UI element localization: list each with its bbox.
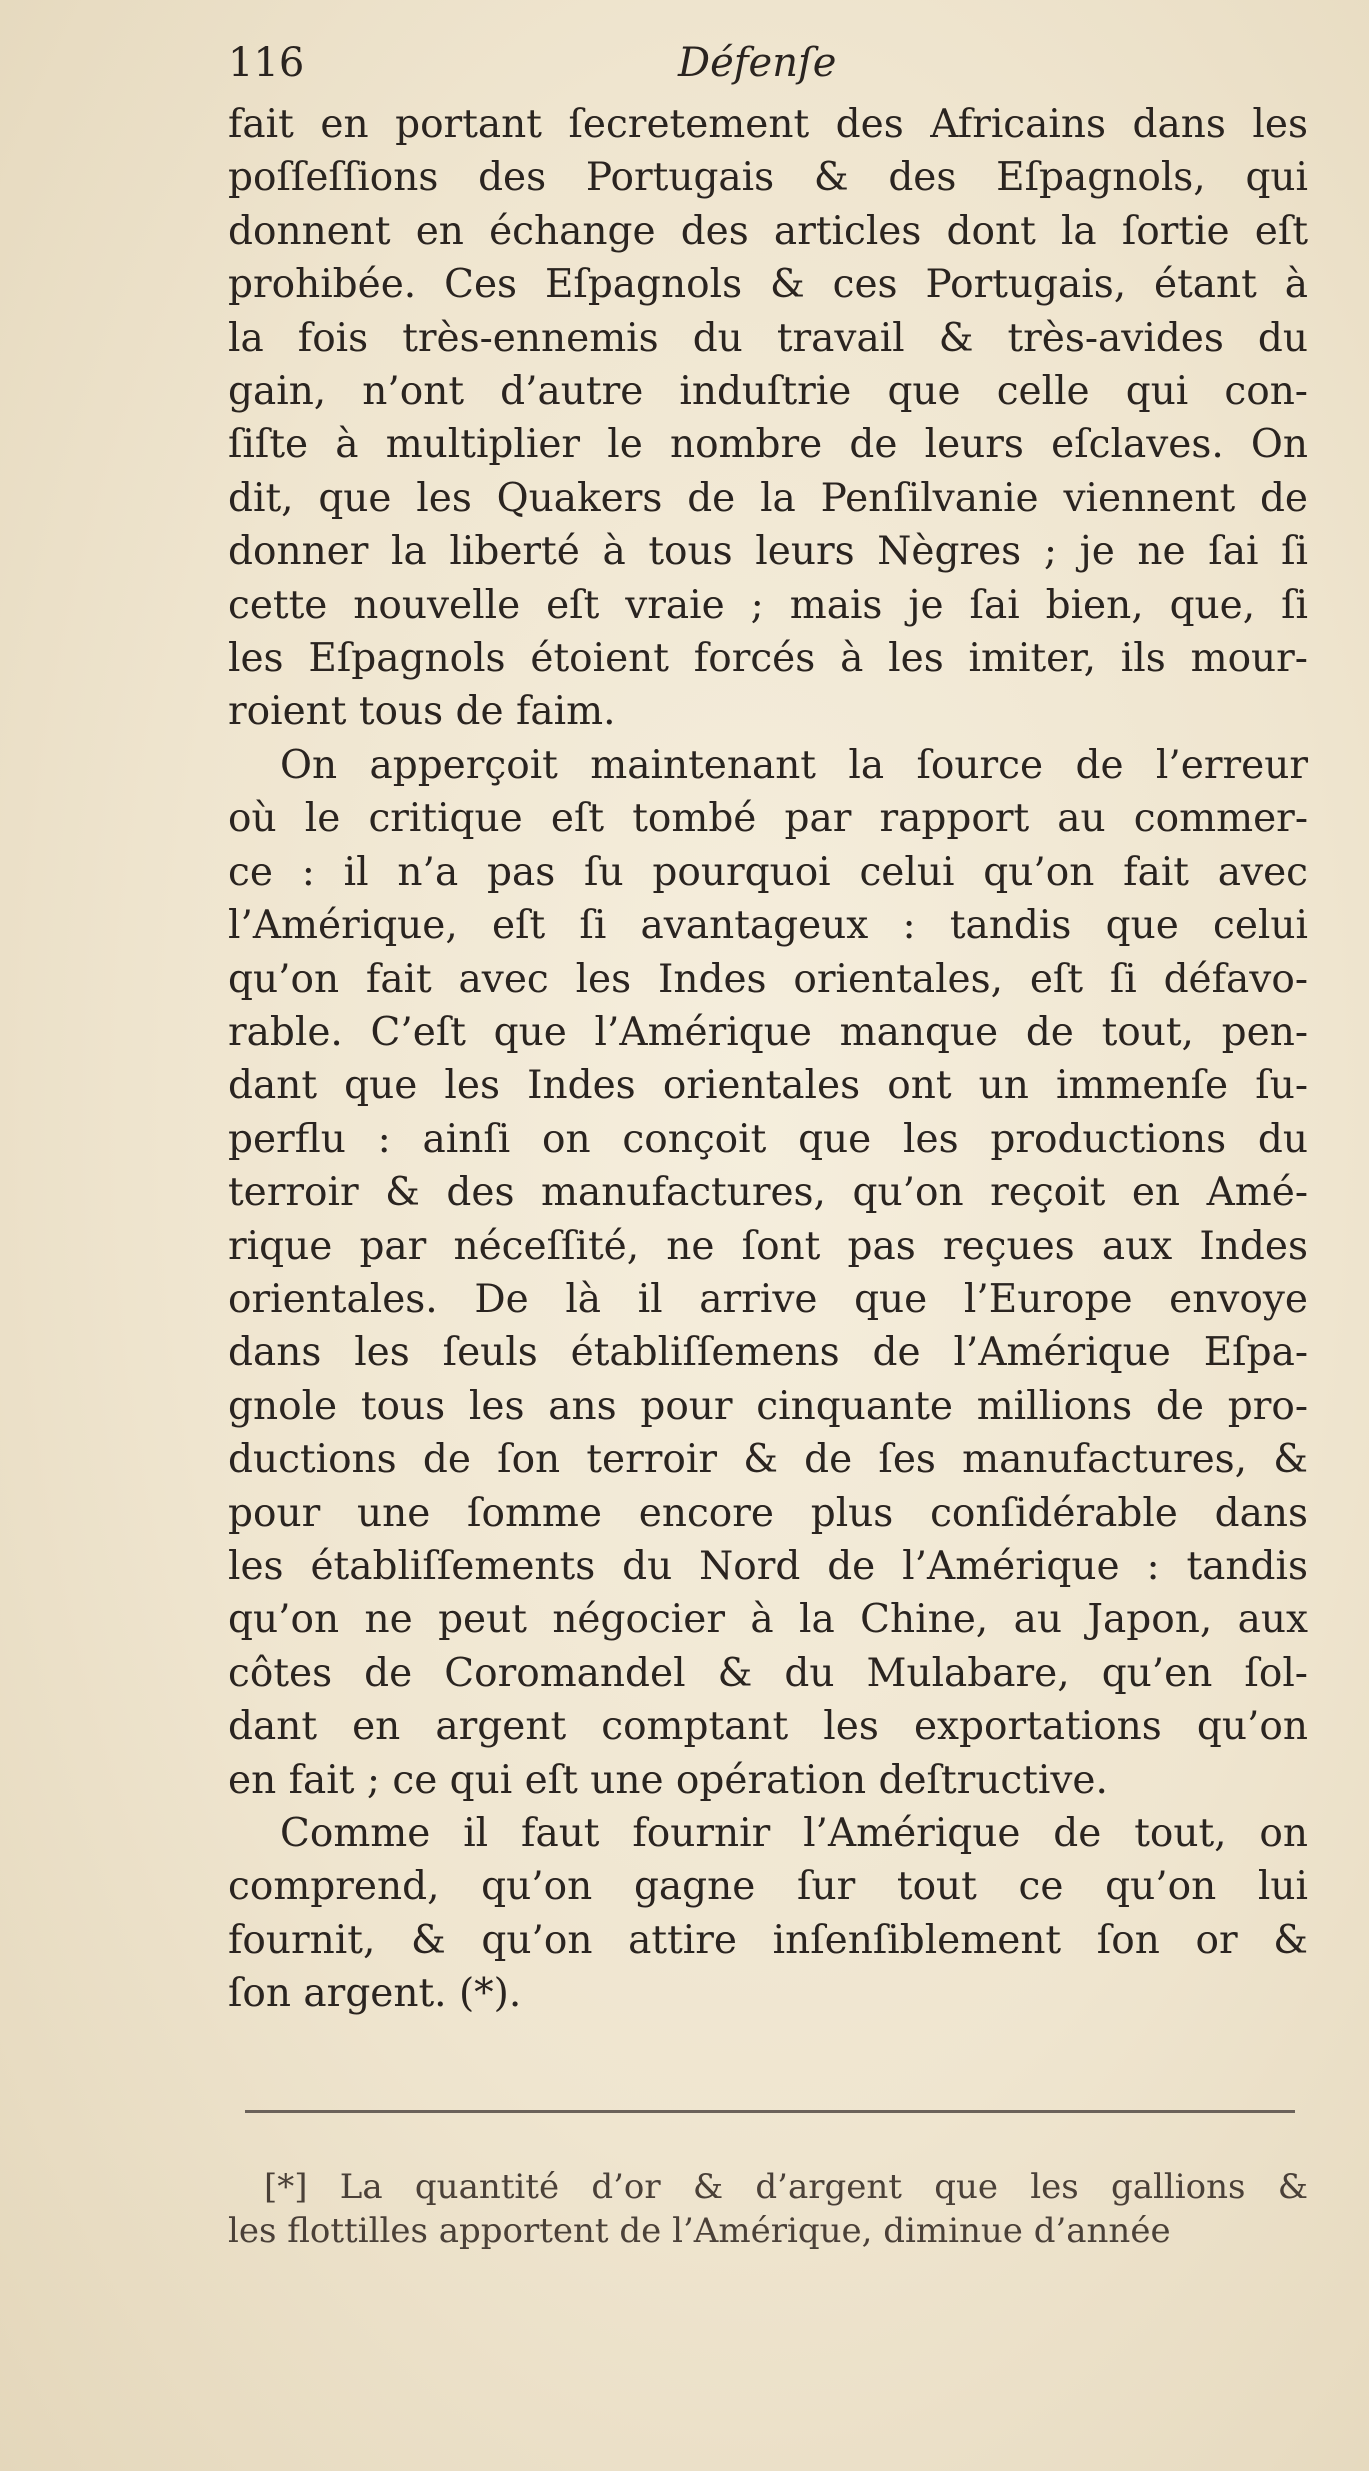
text-line: côtes de Coromandel & du Mulabare, qu’en ſol- bbox=[228, 1650, 1308, 1696]
text-line: donnent en échange des articles dont la ſortie eſt bbox=[228, 208, 1308, 254]
text-line: donner la liberté à tous leurs Nègres ; je ne ſai ſi bbox=[228, 529, 1308, 575]
text-line: fournit, & qu’on attire inſenſiblement ſon or & bbox=[228, 1917, 1308, 1963]
text-line: dans les ſeuls établiſſemens de l’Amérique Eſpa- bbox=[228, 1330, 1308, 1376]
footnote-divider bbox=[245, 2110, 1295, 2113]
text-line: l’Amérique, eſt ſi avantageux : tandis que celui bbox=[228, 903, 1308, 949]
text-line: comprend, qu’on gagne ſur tout ce qu’on lui bbox=[228, 1864, 1308, 1910]
text-line: rique par néceſſité, ne ſont pas reçues aux Indes bbox=[228, 1223, 1308, 1269]
text-line: dant que les Indes orientales ont un immenſe ſu- bbox=[228, 1063, 1308, 1109]
text-line: ſiſte à multiplier le nombre de leurs eſclaves. On bbox=[228, 422, 1308, 468]
text-line: poſſeſſions des Portugais & des Eſpagnols, qui bbox=[228, 155, 1308, 201]
text-line: où le critique eſt tombé par rapport au commer- bbox=[228, 796, 1308, 842]
text-line: qu’on ne peut négocier à la Chine, au Japon, aux bbox=[228, 1597, 1308, 1643]
text-line: qu’on fait avec les Indes orientales, eſt ſi défavo- bbox=[228, 956, 1308, 1002]
footnote-line: [*] La quantité d’or & d’argent que les gallions & bbox=[264, 2167, 1308, 2207]
text-line: dant en argent comptant les exportations qu’on bbox=[228, 1704, 1308, 1750]
text-line: les Eſpagnols étoient forcés à les imiter, ils mour- bbox=[228, 636, 1308, 682]
text-line: cette nouvelle eſt vraie ; mais je ſai bien, que, ſi bbox=[228, 582, 1308, 628]
running-head: Défenſe bbox=[678, 40, 837, 86]
text-line: gain, n’ont d’autre induſtrie que celle qui con- bbox=[228, 369, 1308, 415]
text-line: perflu : ainſi on conçoit que les productions du bbox=[228, 1116, 1308, 1162]
text-line: pour une ſomme encore plus conſidérable dans bbox=[228, 1490, 1308, 1536]
text-line: prohibée. Ces Eſpagnols & ces Portugais, étant à bbox=[228, 262, 1308, 308]
text-line: rable. C’eſt que l’Amérique manque de tout, pen- bbox=[228, 1009, 1308, 1055]
text-line: terroir & des manufactures, qu’on reçoit en Amé- bbox=[228, 1170, 1308, 1216]
text-line: les établiſſements du Nord de l’Amérique : tandis bbox=[228, 1543, 1308, 1589]
text-line: orientales. De là il arrive que l’Europe envoye bbox=[228, 1276, 1308, 1322]
text-line: la fois très-ennemis du travail & très-avides du bbox=[228, 315, 1308, 361]
footnote bbox=[228, 2165, 1308, 2253]
text-line: ce : il n’a pas ſu pourquoi celui qu’on fait avec bbox=[228, 849, 1308, 895]
footnote-line: les flottilles apportent de l’Amérique, diminue d’année bbox=[228, 2211, 1171, 2251]
body-text bbox=[228, 98, 1308, 2021]
text-line: en fait ; ce qui eſt une opération deſtructive. bbox=[228, 1757, 1108, 1803]
text-line: dit, que les Quakers de la Penſilvanie viennent de bbox=[228, 475, 1308, 521]
text-line: On apperçoit maintenant la ſource de l’erreur bbox=[280, 742, 1308, 788]
text-line: Comme il faut fournir l’Amérique de tout, on bbox=[280, 1811, 1308, 1856]
page-number: 116 bbox=[228, 40, 305, 86]
text-line: gnole tous les ans pour cinquante millions de pro- bbox=[228, 1383, 1308, 1429]
text-line: fait en portant ſecretement des Africains dans les bbox=[228, 102, 1308, 147]
text-line: ſon argent. (*). bbox=[228, 1971, 522, 2017]
text-line: ductions de ſon terroir & de ſes manufactures, & bbox=[228, 1437, 1308, 1483]
text-line: roient tous de faim. bbox=[228, 689, 616, 735]
page-header bbox=[228, 40, 1308, 100]
